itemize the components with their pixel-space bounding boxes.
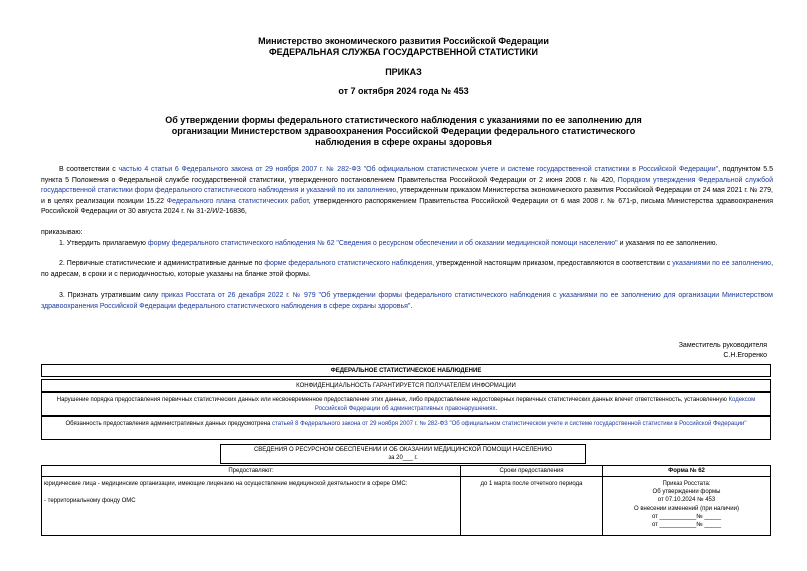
approval-line: Приказ Росстата:: [662, 481, 711, 487]
submitters-header: Предоставляют:: [42, 466, 460, 477]
signer-position: Заместитель руководителя: [678, 342, 767, 349]
item3-text-1: 3. Признать утратившим силу: [59, 292, 162, 299]
form-title-box: [220, 444, 586, 464]
form-title: СВЕДЕНИЯ О РЕСУРСНОМ ОБЕСПЕЧЕНИИ И ОБ ОКАЗАНИИ МЕДИЦИНСКОЙ ПОМОЩИ НАСЕЛЕНИЮ: [253, 447, 553, 453]
order-procedure-link[interactable]: Порядком утверждения Федеральной службой государственной статистики форм федерального статистического наблюдения и указаний по их заполнению: [41, 176, 773, 195]
preamble-text-4: , утвержденного распоряжением Правительства Российской Федерации от 6 мая 2008 г. № 671-р, письма Министерства здравоохранения Российской Федерации от 30 августа 2024 г. № 31-2/И/2-16836,: [41, 197, 773, 216]
order-item-2: [41, 259, 773, 280]
preamble-text-1: В соответствии с: [59, 166, 119, 173]
submitters-cell: [42, 477, 460, 508]
preamble-text-3: , утвержденным приказом Министерства экономического развития Российской Федерации от 24 мая 2021 г. № 279, и в целях реализации позиции 15.22: [41, 187, 773, 205]
fso-header-box: ФЕДЕРАЛЬНОЕ СТАТИСТИЧЕСКОЕ НАБЛЮДЕНИЕ: [41, 364, 771, 377]
document-date: от 7 октября 2024 года № 453: [338, 86, 469, 96]
item2-text-1: 2. Первичные статистические и административные данные по: [59, 260, 265, 267]
deadlines-header: Сроки предоставления: [461, 466, 602, 477]
submitter-legal-entities: юридические лица - медицинские организации, имеющие лицензию на осуществление медицинской деятельности в сфере ОМС:: [44, 481, 408, 487]
ministry-name: Министерство экономического развития Российской Федерации: [258, 36, 549, 46]
deadline-cell: до 1 марта после отчетного периода: [480, 481, 583, 487]
article-8-link[interactable]: статьей 8 Федерального закона от 29 ноября 2007 г. № 282-ФЗ "Об официальном статистическом учете и системе государственной статистики в Российской Федерации": [272, 421, 747, 427]
submitters-column: [42, 466, 461, 535]
signer-name: С.Н.Егоренко: [723, 352, 767, 359]
form-approval-cell: [603, 477, 770, 532]
confidentiality-box: КОНФИДЕНЦИАЛЬНОСТЬ ГАРАНТИРУЕТСЯ ПОЛУЧАТЕЛЕМ ИНФОРМАЦИИ: [41, 379, 771, 392]
item3-text-2: .: [410, 302, 413, 310]
order-item-3: [41, 291, 773, 312]
item2-text-3: , по адресам, в сроки и с периодичностью, которые указаны на бланке этой формы.: [41, 260, 774, 278]
approval-line: О внесении изменений (при наличии): [633, 505, 740, 512]
preamble-text-2: , подпунктом 5.5 пункта 5 Положения о Федеральной службе государственной статистики, утвержденного постановлением Правительства Российской Федерации от 2 июня 2008 г. № 420,: [41, 166, 774, 184]
form-link[interactable]: форме федерального статистического наблюдения: [264, 260, 433, 267]
violation-notice-box: [41, 392, 771, 416]
submitter-oms-fund: - территориальному фонду ОМС: [44, 497, 136, 504]
item1-text-2: и указания по ее заполнению.: [617, 240, 718, 247]
signature-block: [600, 341, 767, 361]
document-title: Об утверждении формы федерального статистического наблюдения с указаниями по ее заполнению для организации Министерством здравоохранения Российской Федерации федерального статистического наблюдения в сфере охраны здоровья: [165, 115, 642, 147]
approval-line: от ___________№ _____: [651, 522, 722, 529]
federal-plan-link[interactable]: Федерального плана статистических работ: [166, 197, 309, 205]
item1-text-1: 1. Утвердить прилагаемую: [59, 240, 148, 247]
law-link-282fz[interactable]: частью 4 статьи 6 Федерального закона от 29 ноября 2007 г. № 282-ФЗ "Об официальном статистическом учете и системе государственной статистики в Российской Федерации": [118, 166, 719, 173]
item2-text-2: , утвержденной настоящим приказом, предоставляются в соответствии с: [432, 260, 673, 267]
violation-text-1: Нарушение порядка предоставления первичных статистических данных или несвоевременное предоставление этих данных, либо предоставление недостоверных первичных статистических данных влечет ответственность, установленную: [56, 397, 729, 403]
form-number-header: Форма № 62: [603, 466, 770, 477]
order-verb: приказываю:: [41, 229, 83, 236]
form-table: [41, 465, 771, 536]
deadlines-column: [461, 466, 603, 535]
service-name: ФЕДЕРАЛЬНАЯ СЛУЖБА ГОСУДАРСТВЕННОЙ СТАТИСТИКИ: [269, 47, 538, 57]
document-type: ПРИКАЗ: [385, 67, 422, 77]
form-year: за 20___ г.: [388, 455, 418, 461]
obligation-notice-box: [41, 416, 771, 440]
obligation-text-1: Обязанность предоставления административных данных предусмотрена: [65, 421, 273, 427]
approval-line: от 07.10.2024 № 453: [657, 497, 716, 504]
order-979-link[interactable]: приказ Росстата от 26 декабря 2022 г. № 979 "Об утверждении формы федерального статистического наблюдения с указаниями по ее заполнению для организации Министерством здравоохранения Российской Федерации федерального статистического наблюдения в сфере охраны здоровья": [41, 292, 773, 310]
order-item-1: [41, 239, 773, 250]
approval-line: Об утверждении формы: [652, 489, 721, 496]
preamble-paragraph: [41, 165, 773, 218]
form-number-column: [603, 466, 770, 535]
violation-text-2: .: [495, 405, 498, 412]
koap-link[interactable]: Кодексом Российской Федерации об административных правонарушениях: [314, 397, 756, 412]
approval-line: от ___________№ _____: [651, 513, 722, 520]
instructions-link[interactable]: указаниями по ее заполнению: [672, 260, 772, 267]
form-62-link[interactable]: форму федерального статистического наблюдения № 62 "Сведения о ресурсном обеспечении и об оказании медицинской помощи населению": [147, 240, 618, 247]
